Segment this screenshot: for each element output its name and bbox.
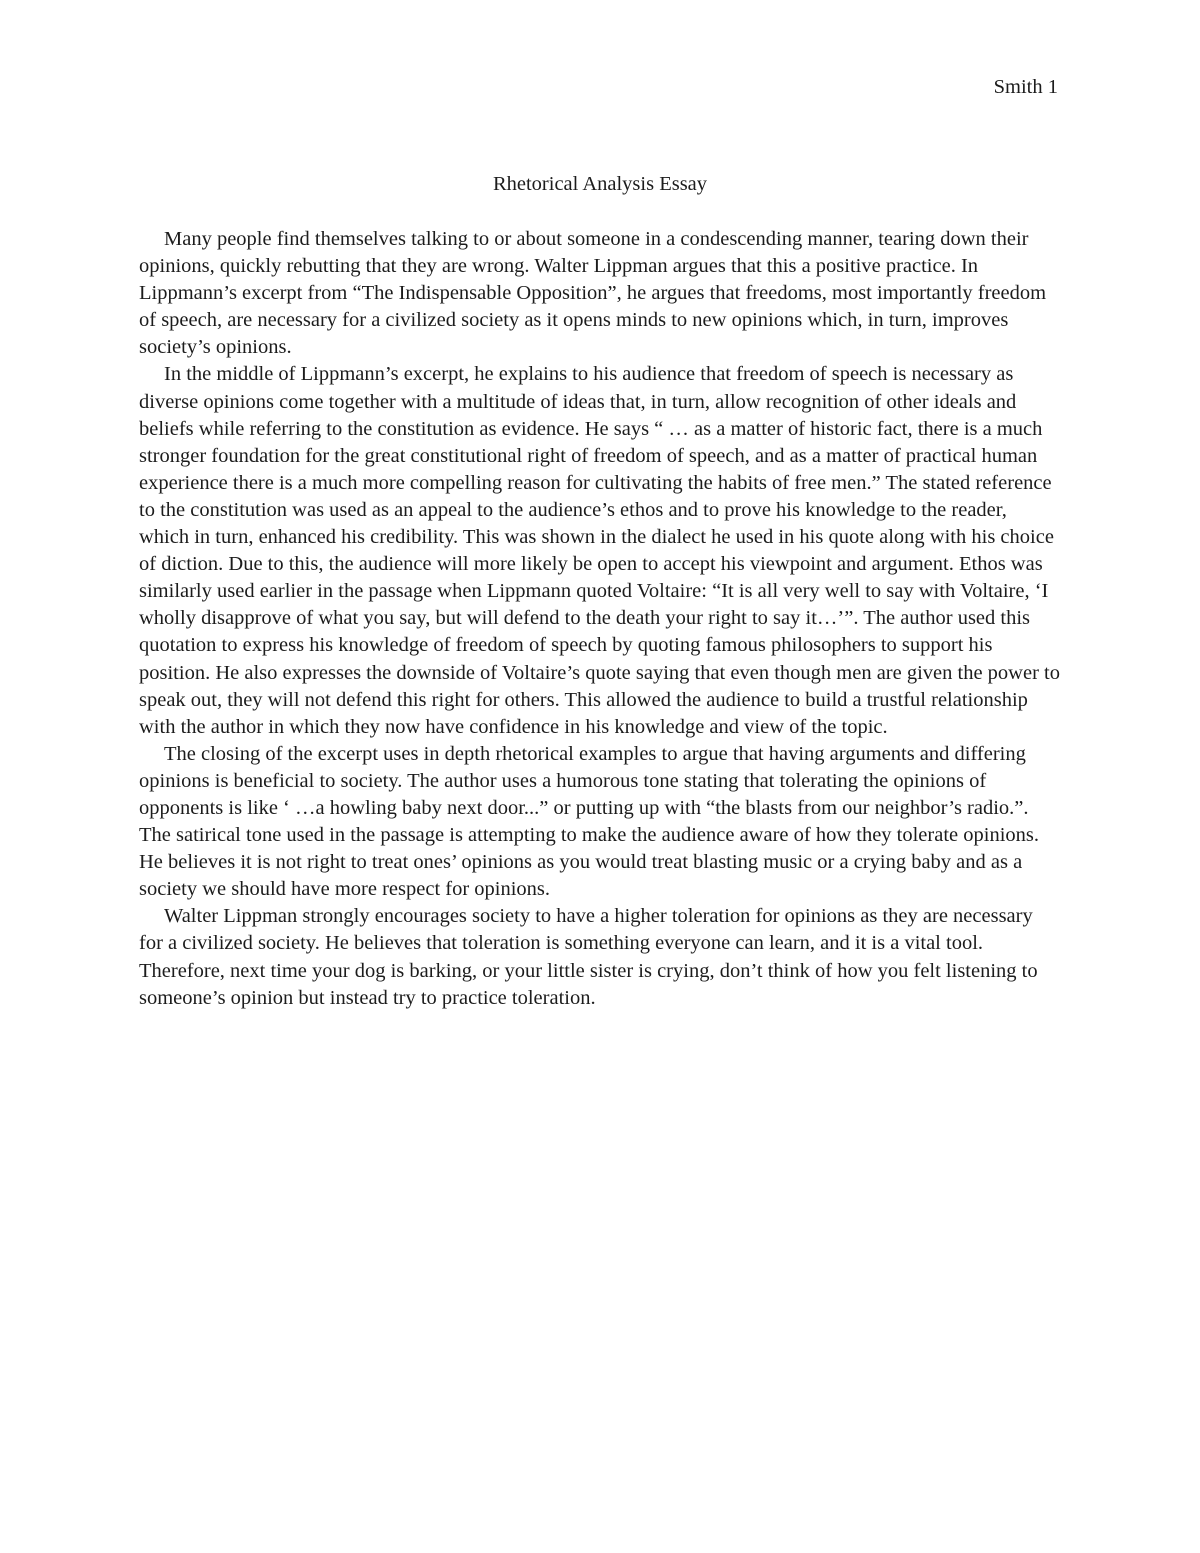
paragraph-conclusion: Walter Lippman strongly encourages society to have a higher toleration for opinions as they are necessary for a civilized society. He believes that toleration is something everyone can learn, and it is a vital tool. Therefore, next time your dog is barking, or your little sister is crying, don’t think of how you felt listening to someone’s opinion but instead try to practice toleration. bbox=[139, 905, 1038, 1009]
essay-title: Rhetorical Analysis Essay bbox=[492, 173, 708, 195]
running-head: Smith 1 bbox=[993, 76, 1058, 98]
essay-body bbox=[139, 226, 1061, 1012]
paragraph-body-2: The closing of the excerpt uses in depth rhetorical examples to argue that having arguments and differing opinions is beneficial to society. The author uses a humorous tone stating that tolerating the opinions of opponents is like ‘ …a howling baby next door...” or putting up with “the blasts from our neighbor’s radio.”. The satirical tone used in the passage is attempting to make the audience aware of how they tolerate opinions. He believes it is not right to treat ones’ opinions as you would treat blasting music or a crying baby and as a society we should have more respect for opinions. bbox=[139, 742, 1039, 901]
paragraph-body-1: In the middle of Lippmann’s excerpt, he explains to his audience that freedom of speech is necessary as diverse opinions come together with a multitude of ideas that, in turn, allow recognition of other ideals and beliefs while referring to the constitution as evidence. He says “ … as a matter of historic fact, there is a much stronger foundation for the great constitutional right of freedom of speech, and as a matter of practical human experience there is a much more compelling reason for cultivating the habits of free men.” The stated reference to the constitution was used as an appeal to the audience’s ethos and to prove his knowledge to the reader, which in turn, enhanced his credibility. This was shown in the dialect he used in his quote along with his choice of diction. Due to this, the audience will more likely be open to accept his viewpoint and argument. Ethos was similarly used earlier in the passage when Lippmann quoted Voltaire: “It is all very well to say with Voltaire, ‘I wholly disapprove of what you say, but will defend to the death your right to say it…’”. The author used this quotation to express his knowledge of freedom of speech by quoting famous philosophers to support his position. He also expresses the downside of Voltaire’s quote saying that even though men are given the power to speak out, they will not defend this right for others. This allowed the audience to build a trustful relationship with the author in which they now have confidence in his knowledge and view of the topic. bbox=[139, 363, 1060, 738]
paragraph-intro: Many people find themselves talking to or about someone in a condescending manner, tearing down their opinions, quickly rebutting that they are wrong. Walter Lippman argues that this a positive practice. In Lippmann’s excerpt from “The Indispensable Opposition”, he argues that freedoms, most importantly freedom of speech, are necessary for a civilized society as it opens minds to new opinions which, in turn, improves society’s opinions. bbox=[139, 228, 1047, 359]
